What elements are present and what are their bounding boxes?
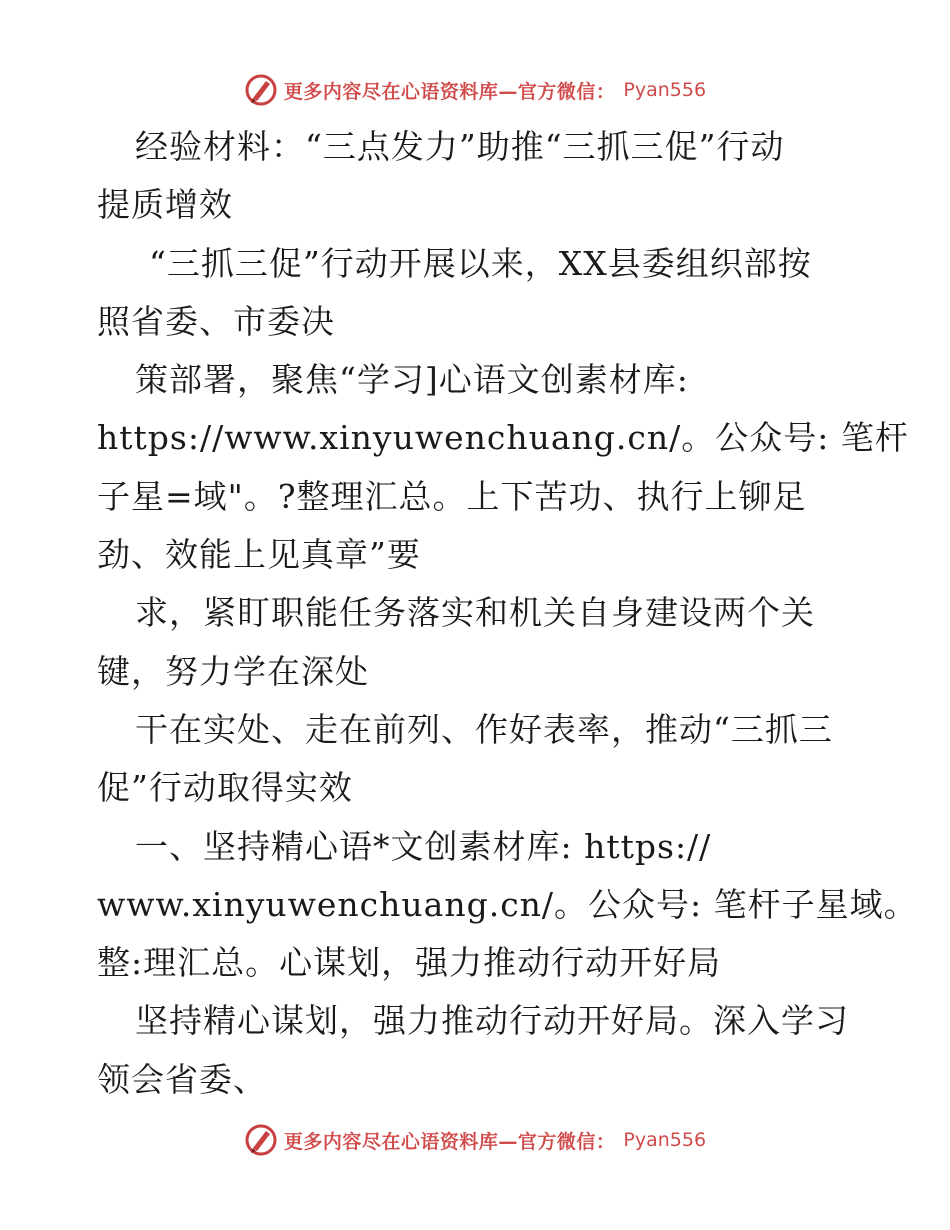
section-heading-line: www.xinyuwenchuang.cn/。公众号: 笔杆子星域。 xyxy=(97,884,918,924)
paragraph-line: 促”行动取得实效 xyxy=(97,768,353,808)
header-banner-text: 更多内容尽在心语资料库—官方微信： xyxy=(283,80,616,103)
header-watermark-banner xyxy=(0,68,950,112)
header-banner-account: Pyan556 xyxy=(623,79,707,101)
paragraph-line: 领会省委、 xyxy=(97,1059,267,1099)
document-title-line-2: 提质增效 xyxy=(97,185,233,225)
paragraph-line: 干在实处、走在前列、作好表率，推动“三抓三 xyxy=(135,709,833,749)
paragraph-line: 子星=域"。?整理汇总。上下苦功、执行上铆足 xyxy=(97,476,807,516)
section-heading-line: 一、坚持精心语*文创素材库: https:// xyxy=(135,826,712,866)
pen-logo-icon xyxy=(244,1123,278,1157)
paragraph-line: “三抓三促”行动开展以来，XX县委组织部按 xyxy=(149,243,812,283)
section-heading-line: 整:理汇总。心谋划，强力推动行动开好局 xyxy=(97,943,722,983)
paragraph-line: 策部署，聚焦“学习]心语文创素材库: xyxy=(135,360,689,400)
paragraph-line: 坚持精心谋划，强力推动行动开好局。深入学习 xyxy=(135,1001,849,1041)
footer-banner-text: 更多内容尽在心语资料库—官方微信： xyxy=(283,1130,616,1153)
document-title-line-1: 经验材料：“三点发力”助推“三抓三促”行动 xyxy=(135,127,785,166)
pen-logo-icon xyxy=(244,73,278,107)
document-body xyxy=(97,118,918,1109)
footer-watermark-banner xyxy=(0,1118,950,1162)
paragraph-line: 键，努力学在深处 xyxy=(97,651,369,691)
paragraph-line: 求，紧盯职能任务落实和机关自身建设两个关 xyxy=(135,593,815,633)
paragraph-line: 照省委、市委决 xyxy=(97,301,335,341)
paragraph-line: 劲、效能上见真章”要 xyxy=(97,535,421,575)
paragraph-line: https://www.xinyuwenchuang.cn/。公众号: 笔杆 xyxy=(97,418,909,458)
footer-banner-account: Pyan556 xyxy=(623,1129,707,1151)
